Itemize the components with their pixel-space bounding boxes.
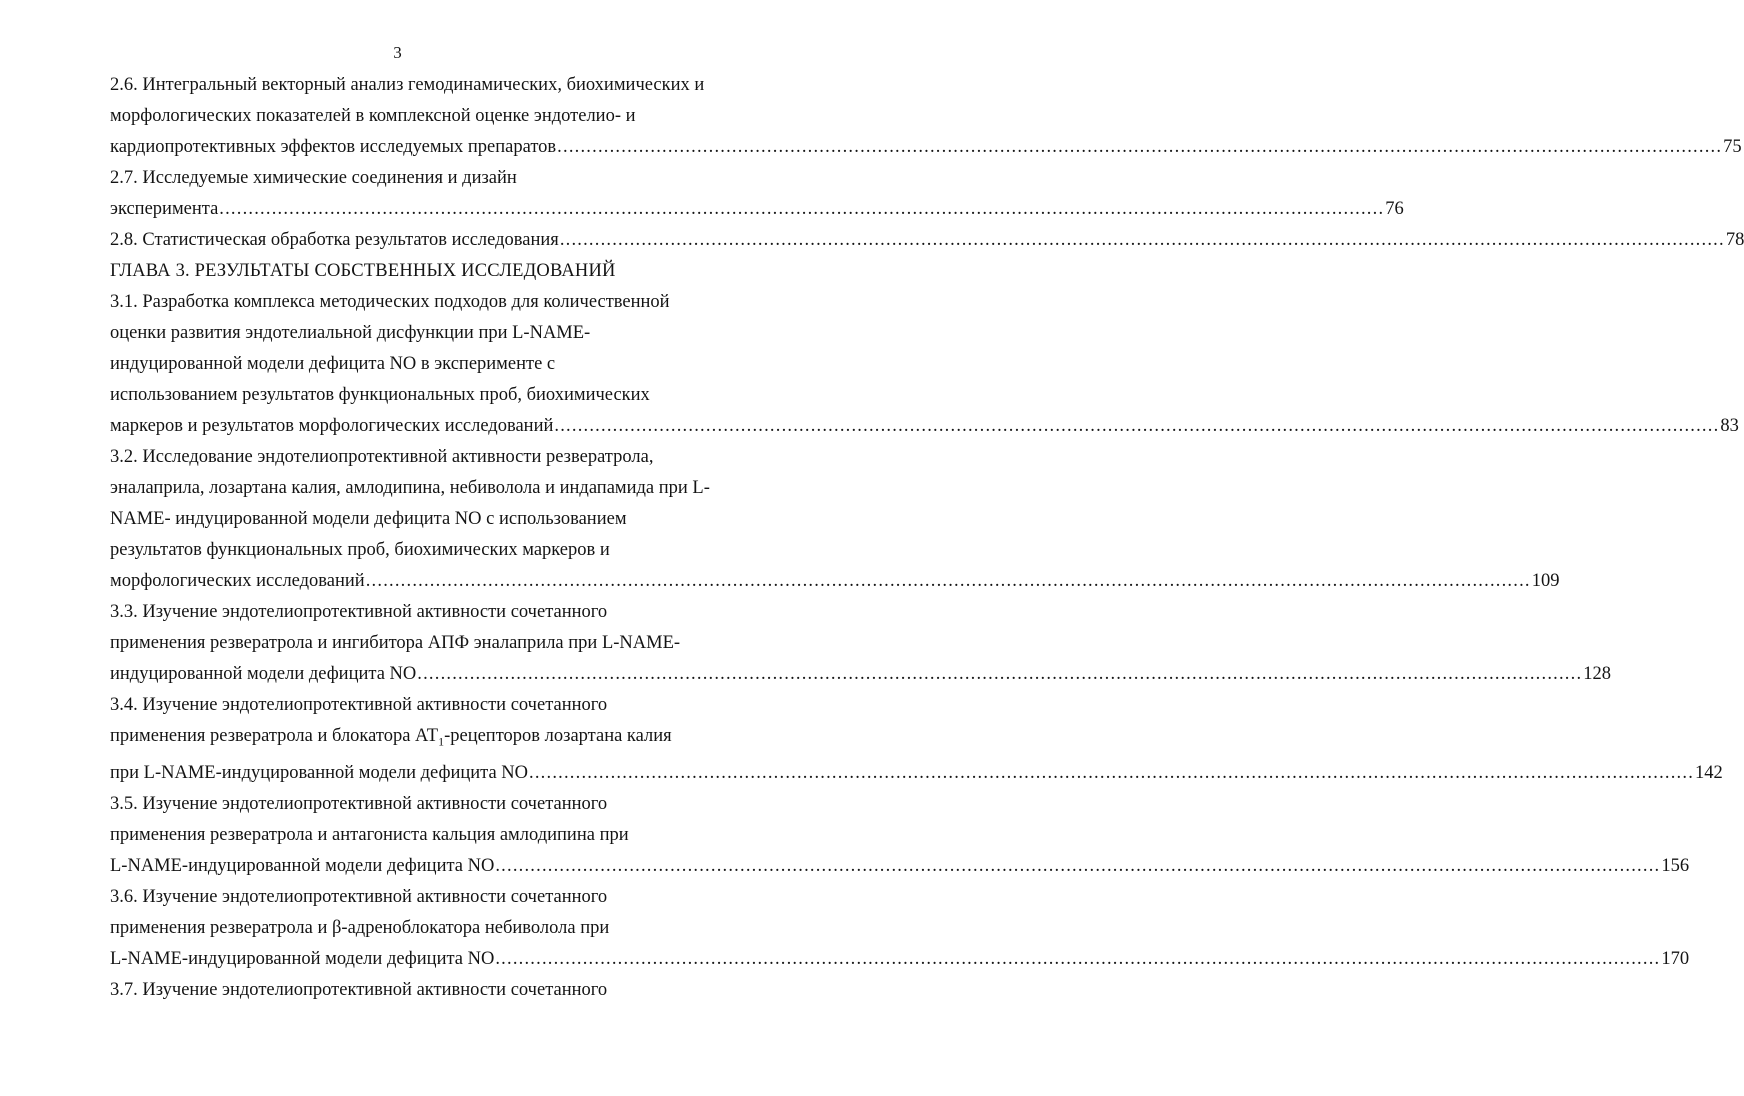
toc-entry-2-6[interactable] [110,70,1742,163]
toc-entry-3-2[interactable] [110,442,1560,597]
toc-page-ref: 78 [1725,230,1744,250]
dot-leader: ........................................................................................................................................................................................................ [417,664,1583,684]
toc-entry-text: L-NAME-индуцированной модели дефицита NO [110,855,495,876]
toc-page-ref: 128 [1583,664,1612,684]
dot-leader: ........................................................................................................................................................................................................ [219,199,1385,219]
dot-leader: ........................................................................................................................................................................................................ [557,137,1723,157]
toc-entry-text: результатов функциональных проб, биохимических маркеров и [110,540,610,560]
toc-entry-text: -рецепторов лозартана калия [444,726,672,746]
toc-entry-text: 3.6. Изучение эндотелиопротективной активности сочетанного [110,886,608,907]
toc-entry-text: NAME- индуцированной модели дефицита NO с использованием [110,509,627,529]
page-number: 3 [393,43,402,62]
toc-entry-text: 3.2. Исследование эндотелиопротективной активности резвератрола, [110,447,654,467]
toc-entry-text: индуцированной модели дефицита NO в эксперименте с [110,354,556,374]
toc-entry-text: 3.3. Изучение эндотелиопротективной активности сочетанного [110,602,608,622]
toc-entry-text: эналаприла, лозартана калия, амлодипина, небиволола и индапамида при L- [110,478,710,498]
toc-entry-text: 2.7. Исследуемые химические соединения и дизайн [110,168,517,188]
toc-entry-3-3[interactable] [110,597,1612,690]
toc-entry-text: 3.1. Разработка комплекса методических подходов для количественной [110,292,670,312]
toc-page-ref: 156 [1661,855,1690,876]
dot-leader: ........................................................................................................................................................................................................ [554,416,1720,436]
toc-entry-text: кардиопротективных эффектов исследуемых препаратов [110,137,557,157]
toc-entry-text: маркеров и результатов морфологических исследований [110,416,554,436]
toc-entry-text: 3.4. Изучение эндотелиопротективной активности сочетанного [110,695,608,715]
toc-entry-3-4[interactable] [110,690,1723,789]
dot-leader: ........................................................................................................................................................................................................ [529,762,1695,783]
toc-entry-3-5[interactable] [110,789,1690,882]
toc-page-ref: 75 [1723,137,1742,157]
toc-chapter-3[interactable] [110,256,740,287]
toc-entry-2-7[interactable] [110,163,1404,225]
toc-page-ref: 170 [1661,948,1690,969]
dot-leader: ........................................................................................................................................................................................................ [365,571,1531,591]
dot-leader: ........................................................................................................................................................................................................ [559,230,1725,250]
toc-page-ref: 83 [1720,416,1739,436]
toc-entry-3-1[interactable] [110,287,1739,442]
toc-entry-text: 2.8. Статистическая обработка результатов исследования [110,230,559,250]
dot-leader: ........................................................................................................................................................................................................ [495,855,1661,876]
toc-entry-text: 2.6. Интегральный векторный анализ гемодинамических, биохимических и [110,75,705,95]
table-of-contents [110,70,1744,1006]
toc-page-ref: 109 [1531,571,1560,591]
toc-entry-text: морфологических показателей в комплексной оценке эндотелио- и [110,106,636,126]
toc-entry-text: эксперимента [110,199,219,219]
toc-page-ref: 142 [1695,762,1723,783]
toc-entry-text: морфологических исследований [110,571,365,591]
toc-entry-text: использованием результатов функциональных проб, биохимических [110,385,650,405]
chapter-heading: ГЛАВА 3. РЕЗУЛЬТАТЫ СОБСТВЕННЫХ ИССЛЕДОВАНИЙ [110,261,616,281]
toc-entry-3-6[interactable] [110,882,1690,975]
toc-entry-text: применения резвератрола и блокатора АТ [110,726,439,746]
toc-entry-text: L-NAME-индуцированной модели дефицита NO [110,948,495,969]
toc-entry-3-7[interactable] [110,975,740,1006]
toc-entry-text: применения резвератрола и ингибитора АПФ эналаприла при L-NAME- [110,633,681,653]
toc-entry-text: оценки развития эндотелиальной дисфункции при L-NAME- [110,323,591,343]
toc-entry-text: применения резвератрола и β-адреноблокатора небиволола при [110,917,610,938]
toc-entry-text: 3.5. Изучение эндотелиопротективной активности сочетанного [110,793,608,814]
toc-page-ref: 76 [1385,199,1404,219]
toc-entry-text: 3.7. Изучение эндотелиопротективной активности сочетанного [110,979,608,1000]
dot-leader: ........................................................................................................................................................................................................ [495,948,1661,969]
toc-entry-text: индуцированной модели дефицита NO [110,664,417,684]
toc-entry-text: применения резвератрола и антагониста кальция амлодипина при [110,824,629,845]
toc-entry-2-8[interactable] [110,225,1744,256]
subscript: 1 [438,734,445,749]
toc-entry-text: при L-NAME-индуцированной модели дефицита NO [110,762,529,783]
